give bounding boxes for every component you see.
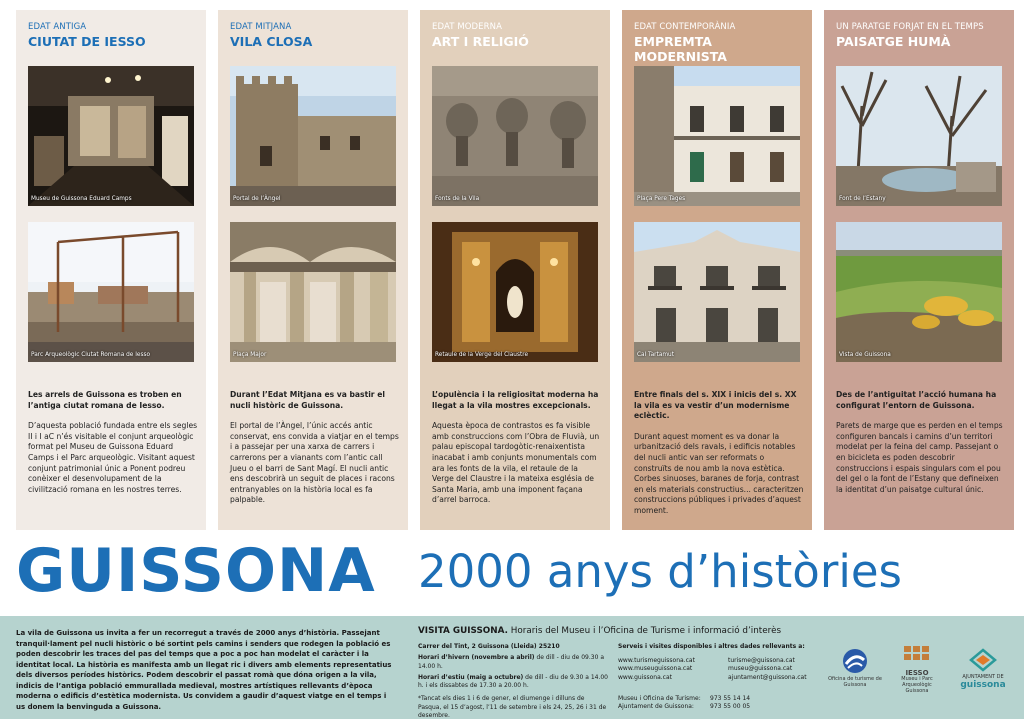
phone-row-council (618, 703, 818, 711)
column-edat-contemporania (622, 10, 812, 530)
address: Carrer del Tint, 2 Guissona (Lleida) 25210 (418, 643, 560, 650)
logo-name: guissona (960, 680, 1006, 690)
logo-name: IESSO (905, 669, 929, 677)
photo-placa-major (230, 222, 396, 362)
column-title: PAISATGE HUMÀ (836, 34, 951, 49)
footer-intro: La vila de Guissona us invita a fer un recorregut a través de 2000 anys d’història. Passejant tranquil·lament pel nucli històric o bé sortint pels camins i senders que rodegen la població es poden descobrir les traces del pas del temps que a poc a poc han modelat el caràcter i la identitat local. La història es manifesta amb un llegat ric i divers amb elements representatius dels diversos períodes històrics. Podem descobrir el passat romà que dóna origen a la vila, indicis de l’antiga població emmurallada medieval, mostres artístiques rellevants d’època moderna o edificis d’estètica modernista. Us convidem a gaudir d’aquest viatge en el temps i us donem la benvinguda a Guissona. (16, 629, 392, 711)
column-title: CIUTAT DE IESSO (28, 34, 146, 49)
photo-vista-guissona (836, 222, 1002, 362)
column-text (836, 390, 1006, 495)
footer-panel (0, 616, 1024, 719)
email-links (728, 657, 828, 682)
column-edat-mitjana (218, 10, 408, 530)
photo-caption: Font de l’Estany (839, 196, 886, 202)
photo-caption: Plaça Pere Tages (637, 196, 686, 202)
tourism-logo-icon (840, 648, 870, 674)
photo-placa-pere-tages (634, 66, 800, 206)
photo-caption: Parc Arqueològic Ciutat Romana de Iesso (31, 352, 151, 358)
web-links (618, 657, 728, 682)
photo-caption: Museu de Guissona Eduard Camps (31, 196, 132, 202)
photo-caption: Vista de Guissona (839, 352, 891, 358)
ajuntament-logo-icon (969, 648, 997, 672)
era-label: EDAT MODERNA (432, 22, 503, 32)
column-text (432, 390, 602, 506)
photo-font-estany (836, 66, 1002, 206)
body-text: Aquesta època de contrastos es fa visible amb construccions com l’Obra de Fluvià, un palau episcopal tardogòtic-renaixentista inacabat i amb conjunts monumentals com ara les fonts de la vila, el retaule de la Verge del Claustre i la mateixa església de Santa Maria, amb una imponent façana d’arrel barroca. (432, 421, 600, 505)
photo-portal-angel (230, 66, 396, 206)
era-label: EDAT MITJANA (230, 22, 292, 32)
services-title: Serveis i visites disponibles i altres dades rellevants a: (618, 643, 805, 650)
column-text (230, 390, 400, 506)
summer-text: de dill - diu de 9.30 a 14.00 h. i els dissabtes de 17.30 a 20.00 h. (418, 673, 608, 690)
winter-label: Horari d’hivern (novembre a abril) (418, 654, 535, 662)
photo-caption: Retaule de la Verge del Claustre (435, 352, 529, 358)
phones (618, 695, 818, 712)
body-text: El portal de l’Àngel, l’únic accés antic conservat, ens convida a viatjar en el temps i a passejar per una xarxa de carrers i carrerons per a vianants com l’antic call Jueu o el barri de Sant Magí. El nucli antic ens descobrirà un seguit de places i racons entranyables on la història local es fa palpable. (230, 421, 399, 505)
body-text: Durant aquest moment es va donar la urbanització dels ravals, i edificis notables del nucli antic van ser reformats o construïts de nou amb la nova estètica. Corbes sinuoses, baranes de forja, contrast en els materials constructius... caracteritzen construccions públiques i privades d’aquest moment. (634, 431, 804, 515)
column-edat-moderna (420, 10, 610, 530)
services-info (618, 643, 818, 711)
photo-parc-arqueologic (28, 222, 194, 362)
closed-note: *Tancat els dies 1 i 6 de gener, el diumenge i dilluns de Pasqua, el 15 d’agost, l’11 de setembre i els 24, 25, 26 i 31 de desembre. (418, 695, 607, 719)
logo-caption-top: AJUNTAMENT DE (962, 674, 1004, 680)
web-link[interactable]: www.guissona.cat (618, 673, 672, 681)
era-columns (16, 10, 1014, 530)
winter-schedule (418, 654, 608, 671)
phone-label: Ajuntament de Guissona: (618, 703, 694, 711)
column-paisatge-huma (824, 10, 1014, 530)
photo-caption: Portal de l’Àngel (233, 196, 281, 202)
lead-text: Entre finals del s. XIX i inicis del s. XX la vila es va vestir d’un modernisme eclèctic. (634, 390, 797, 421)
lead-text: Des de l’antiguitat l’acció humana ha configurat l’entorn de Guissona. (836, 390, 997, 410)
phone-label: Museu i Oficina de Turisme: (618, 695, 701, 702)
logo-oficina-turisme (826, 648, 884, 688)
body-text: D’aquesta població fundada entre els segles II i I aC n’és visitable el conjunt arqueològic format pel Museu de Guissona Eduard Camps i el Parc arqueològic. Visitant aquest conjunt patrimonial únic a Ponent podreu conèixer el desenvolupament de la civilització romana en les nostres terres. (28, 421, 198, 494)
photo-caption: Plaça Major (233, 352, 267, 358)
web-link[interactable]: www.museuguissona.cat (618, 665, 693, 673)
body-text: Parets de marge que es perden en el temps configuren bancals i camins d’un territori modelat per la feina del camp. Passejant o en bicicleta es poden descobrir construccions i espais singulars com el pou del gel o la font de l’Estany que defineixen la identitat d’un paisatge cultural únic. (836, 421, 1003, 494)
hero-title: GUISSONA (16, 536, 376, 606)
logo-caption: Oficina de turisme de Guissona (828, 676, 882, 688)
phone-row-museum (618, 695, 818, 703)
logo-caption: Museu i Parc Arqueològic Guissona (901, 676, 933, 694)
email-link[interactable]: ajuntament@guissona.cat (728, 673, 807, 681)
visit-title (418, 626, 781, 636)
schedule-info (418, 643, 608, 719)
column-title: VILA CLOSA (230, 34, 313, 49)
winter-text: de dill - diu de 09.30 a 14.00 h. (418, 654, 605, 670)
visit-title-bold: VISITA GUISSONA. (418, 626, 508, 636)
web-link[interactable]: www.turismeguissona.cat (618, 657, 695, 664)
lead-text: L’opulència i la religiositat moderna ha llegat a la vila mostres excepcionals. (432, 390, 599, 410)
lead-text: Durant l’Edat Mitjana es va bastir el nucli històric de Guissona. (230, 390, 385, 410)
era-label: EDAT CONTEMPORÀNIA (634, 22, 736, 32)
photo-cal-tartamut (634, 222, 800, 362)
logo-ajuntament (952, 648, 1014, 690)
column-title: ART I RELIGIÓ (432, 34, 529, 49)
phone-number: 973 55 00 05 (710, 703, 751, 711)
photo-retaule (432, 222, 598, 362)
hero-subtitle: 2000 anys d’històries (418, 545, 902, 598)
summer-schedule (418, 674, 608, 691)
iesso-logo-icon (902, 644, 932, 668)
phone-number: 973 55 14 14 (710, 695, 751, 702)
photo-caption: Fonts de la Vila (435, 196, 480, 202)
era-label: EDAT ANTIGA (28, 22, 87, 32)
column-text (28, 390, 198, 495)
email-link[interactable]: museu@guissona.cat (728, 665, 793, 673)
summer-label: Horari d’estiu (maig a octubre) (418, 673, 524, 681)
email-link[interactable]: turisme@guissona.cat (728, 657, 795, 664)
column-title: EMPREMTA MODERNISTA (634, 34, 727, 64)
visit-title-rest: Horaris del Museu i l’Oficina de Turisme i informació d’interès (507, 626, 782, 636)
column-text (634, 390, 804, 517)
lead-text: Les arrels de Guissona es troben en l’antiga ciutat romana de Iesso. (28, 390, 182, 410)
column-edat-antiga (16, 10, 206, 530)
era-label: UN PARATGE FORJAT EN EL TEMPS (836, 22, 984, 32)
logo-iesso (894, 644, 940, 694)
photo-fonts-vila (432, 66, 598, 206)
photo-museu (28, 66, 194, 206)
photo-caption: Cal Tartamut (637, 352, 674, 358)
